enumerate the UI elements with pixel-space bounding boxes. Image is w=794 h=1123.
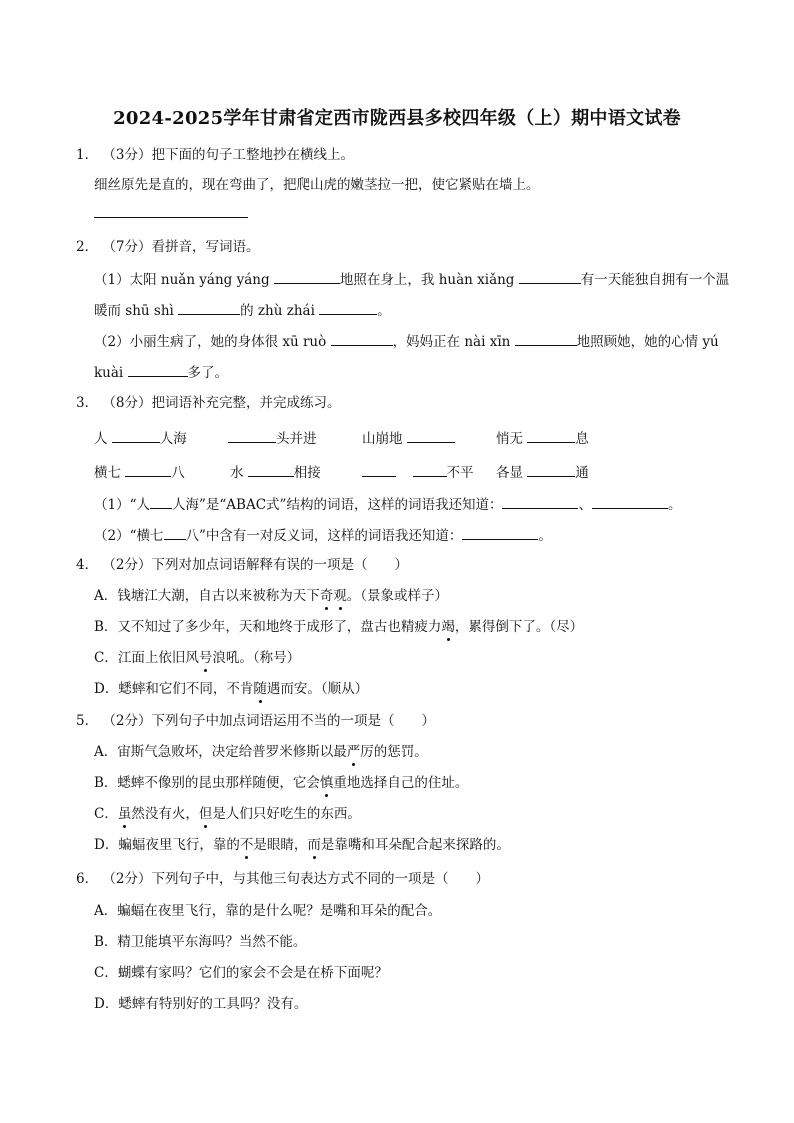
copy-sentence: 细丝原先是直的，现在弯曲了，把爬山虎的嫩茎拉一把，使它紧贴在墙上。 xyxy=(94,177,540,193)
pinyin-line-1: （1）太阳 nuǎn yáng yáng 地照在身上，我 huàn xiǎng 有一天能独自拥有一个温 xyxy=(94,269,729,289)
question-1 xyxy=(76,146,354,164)
option-b[interactable]: B．精卫能填平东海吗？当然不能。 xyxy=(94,934,307,950)
option-d[interactable]: D．蝙蝠夜里飞行，靠的不是眼睛，而是靠嘴和耳朵配合起来探路的。 xyxy=(94,837,510,853)
option-b[interactable]: B．蟋蟀不像别的昆虫那样随便，它会慎重地选择自己的住址。 xyxy=(94,775,469,791)
answer-blank[interactable] xyxy=(515,331,577,346)
option-c[interactable]: C．江面上依旧风号浪吼。（称号） xyxy=(94,650,301,666)
option-c[interactable]: C．蝴蝶有家吗？它们的家会不会是在桥下面呢？ xyxy=(94,965,388,981)
question-number: 5． xyxy=(76,713,99,729)
question-3 xyxy=(76,394,340,412)
answer-blank[interactable] xyxy=(319,300,377,315)
option-a[interactable]: A．钱塘江大潮，自古以来被称为天下奇观。（景象或样子） xyxy=(94,588,448,604)
option-b[interactable]: B．又不知过了多少年，天和地终于成形了，盘古也精疲力竭，累得倒下了。（尽） xyxy=(94,619,584,635)
question-stem: （2分）下列句子中加点词语运用不当的一项是（ ） xyxy=(102,713,435,729)
question-number: 4． xyxy=(76,557,99,573)
answer-blank[interactable] xyxy=(274,269,340,284)
idiom-subquestion-2: （2）“横七 八”中含有一对反义词，这样的词语我还知道： 。 xyxy=(94,525,552,545)
question-4 xyxy=(76,556,408,574)
question-stem: （7分）看拼音，写词语。 xyxy=(102,239,260,255)
idiom-8: 各显 通 xyxy=(496,462,589,482)
question-stem: （3分）把下面的句子工整地抄在横线上。 xyxy=(102,147,354,163)
idiom-2: 头并进 xyxy=(228,428,317,448)
answer-blank[interactable] xyxy=(178,300,240,315)
idiom-subquestion-1: （1）“人 人海”是“ABAC式”结构的词语，这样的词语我还知道： 、 。 xyxy=(94,494,681,514)
pinyin-line-4: kuài 多了。 xyxy=(94,362,228,382)
answer-blank[interactable] xyxy=(331,331,393,346)
option-a[interactable]: A．宙斯气急败坏，决定给普罗米修斯以最严厉的惩罚。 xyxy=(94,744,428,760)
answer-blank[interactable] xyxy=(128,362,188,377)
idiom-6: 水 相接 xyxy=(230,462,321,482)
question-5 xyxy=(76,712,435,730)
option-d[interactable]: D．蟋蟀和它们不同，不肯随遇而安。（顺从） xyxy=(94,681,369,697)
question-number: 3． xyxy=(76,395,99,411)
question-number: 1． xyxy=(76,147,99,163)
option-c[interactable]: C．虽然没有火，但是人们只好吃生的东西。 xyxy=(94,806,361,822)
option-d[interactable]: D．蟋蟀有特别好的工具吗？没有。 xyxy=(94,996,308,1012)
question-number: 2． xyxy=(76,239,99,255)
answer-blank[interactable] xyxy=(519,269,581,284)
option-a[interactable]: A．蝙蝠在夜里飞行，靠的是什么呢？是嘴和耳朵的配合。 xyxy=(94,903,442,919)
question-stem: （2分）下列句子中，与其他三句表达方式不同的一项是（ ） xyxy=(102,871,489,887)
idiom-4: 悄无 息 xyxy=(496,428,589,448)
pinyin-line-3: （2）小丽生病了，她的身体很 xū ruò ，妈妈正在 nài xīn 地照顾她，她的心情 yú xyxy=(94,331,719,351)
question-2 xyxy=(76,238,259,256)
idiom-1: 人 人海 xyxy=(94,428,187,448)
idiom-5: 横七 八 xyxy=(94,462,185,482)
question-6 xyxy=(76,870,489,888)
question-number: 6． xyxy=(76,871,99,887)
pinyin-line-2: 暖而 shū shì 的 zhù zhái 。 xyxy=(94,300,391,320)
exam-title: 2024-2025学年甘肃省定西市陇西县多校四年级（上）期中语文试卷 xyxy=(113,108,681,129)
idiom-3: 山崩地 xyxy=(362,428,455,448)
question-stem: （8分）把词语补充完整，并完成练习。 xyxy=(102,395,341,411)
question-stem: （2分）下列对加点词语解释有误的一项是（ ） xyxy=(102,557,408,573)
copy-answer-line[interactable] xyxy=(94,203,248,223)
idiom-7: 不平 xyxy=(362,462,474,482)
